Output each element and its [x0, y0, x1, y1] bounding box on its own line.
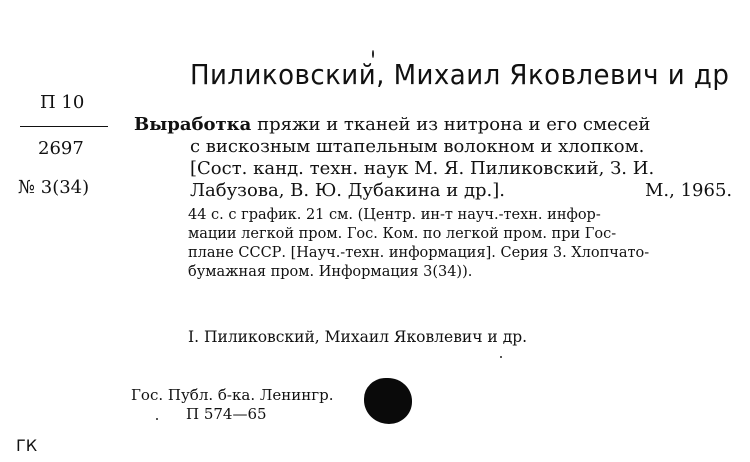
corner-mark: ГК	[16, 436, 38, 455]
ink-speck	[156, 418, 158, 420]
title-line-2: с вискозным штапельным волокном и хлопком.	[190, 136, 645, 157]
authors-line: [Сост. канд. техн. наук М. Я. Пиликовский, З. И.	[190, 158, 655, 179]
library-code: П 574—65	[186, 405, 267, 423]
ink-speck	[372, 50, 374, 58]
title-text: пряжи и тканей из нитрона и его смесей	[251, 114, 651, 135]
authors-text: Лабузова, В. Ю. Дубакина и др.].	[190, 180, 506, 201]
title-line	[134, 114, 650, 135]
ink-speck	[500, 356, 502, 358]
shelf-issue: № 3(34)	[18, 177, 90, 198]
imprint: М., 1965.	[645, 180, 733, 201]
ink-blot	[364, 378, 412, 424]
description-line: бумажная пром. Информация 3(34)).	[188, 264, 473, 280]
authors-line-2	[190, 180, 733, 201]
title-keyword: Выработка	[134, 114, 252, 135]
handwritten-heading: Пиликовский, Михаил Яковлевич и др	[190, 58, 730, 91]
description-line: 44 с. с график. 21 см. (Центр. ин-т науч.-техн. инфор-	[188, 207, 601, 223]
shelf-divider	[20, 126, 108, 127]
description-line: мации легкой пром. Гос. Ком. по легкой пром. при Гос-	[188, 226, 617, 242]
shelf-number: 2697	[38, 138, 84, 159]
tracing-entry: I. Пиликовский, Михаил Яковлевич и др.	[188, 328, 528, 346]
shelf-code: П 10	[40, 92, 85, 113]
description-line: плане СССР. [Науч.-техн. информация]. Серия 3. Хлопчато-	[188, 245, 650, 261]
library-stamp: Гос. Публ. б-ка. Ленингр.	[131, 386, 334, 404]
